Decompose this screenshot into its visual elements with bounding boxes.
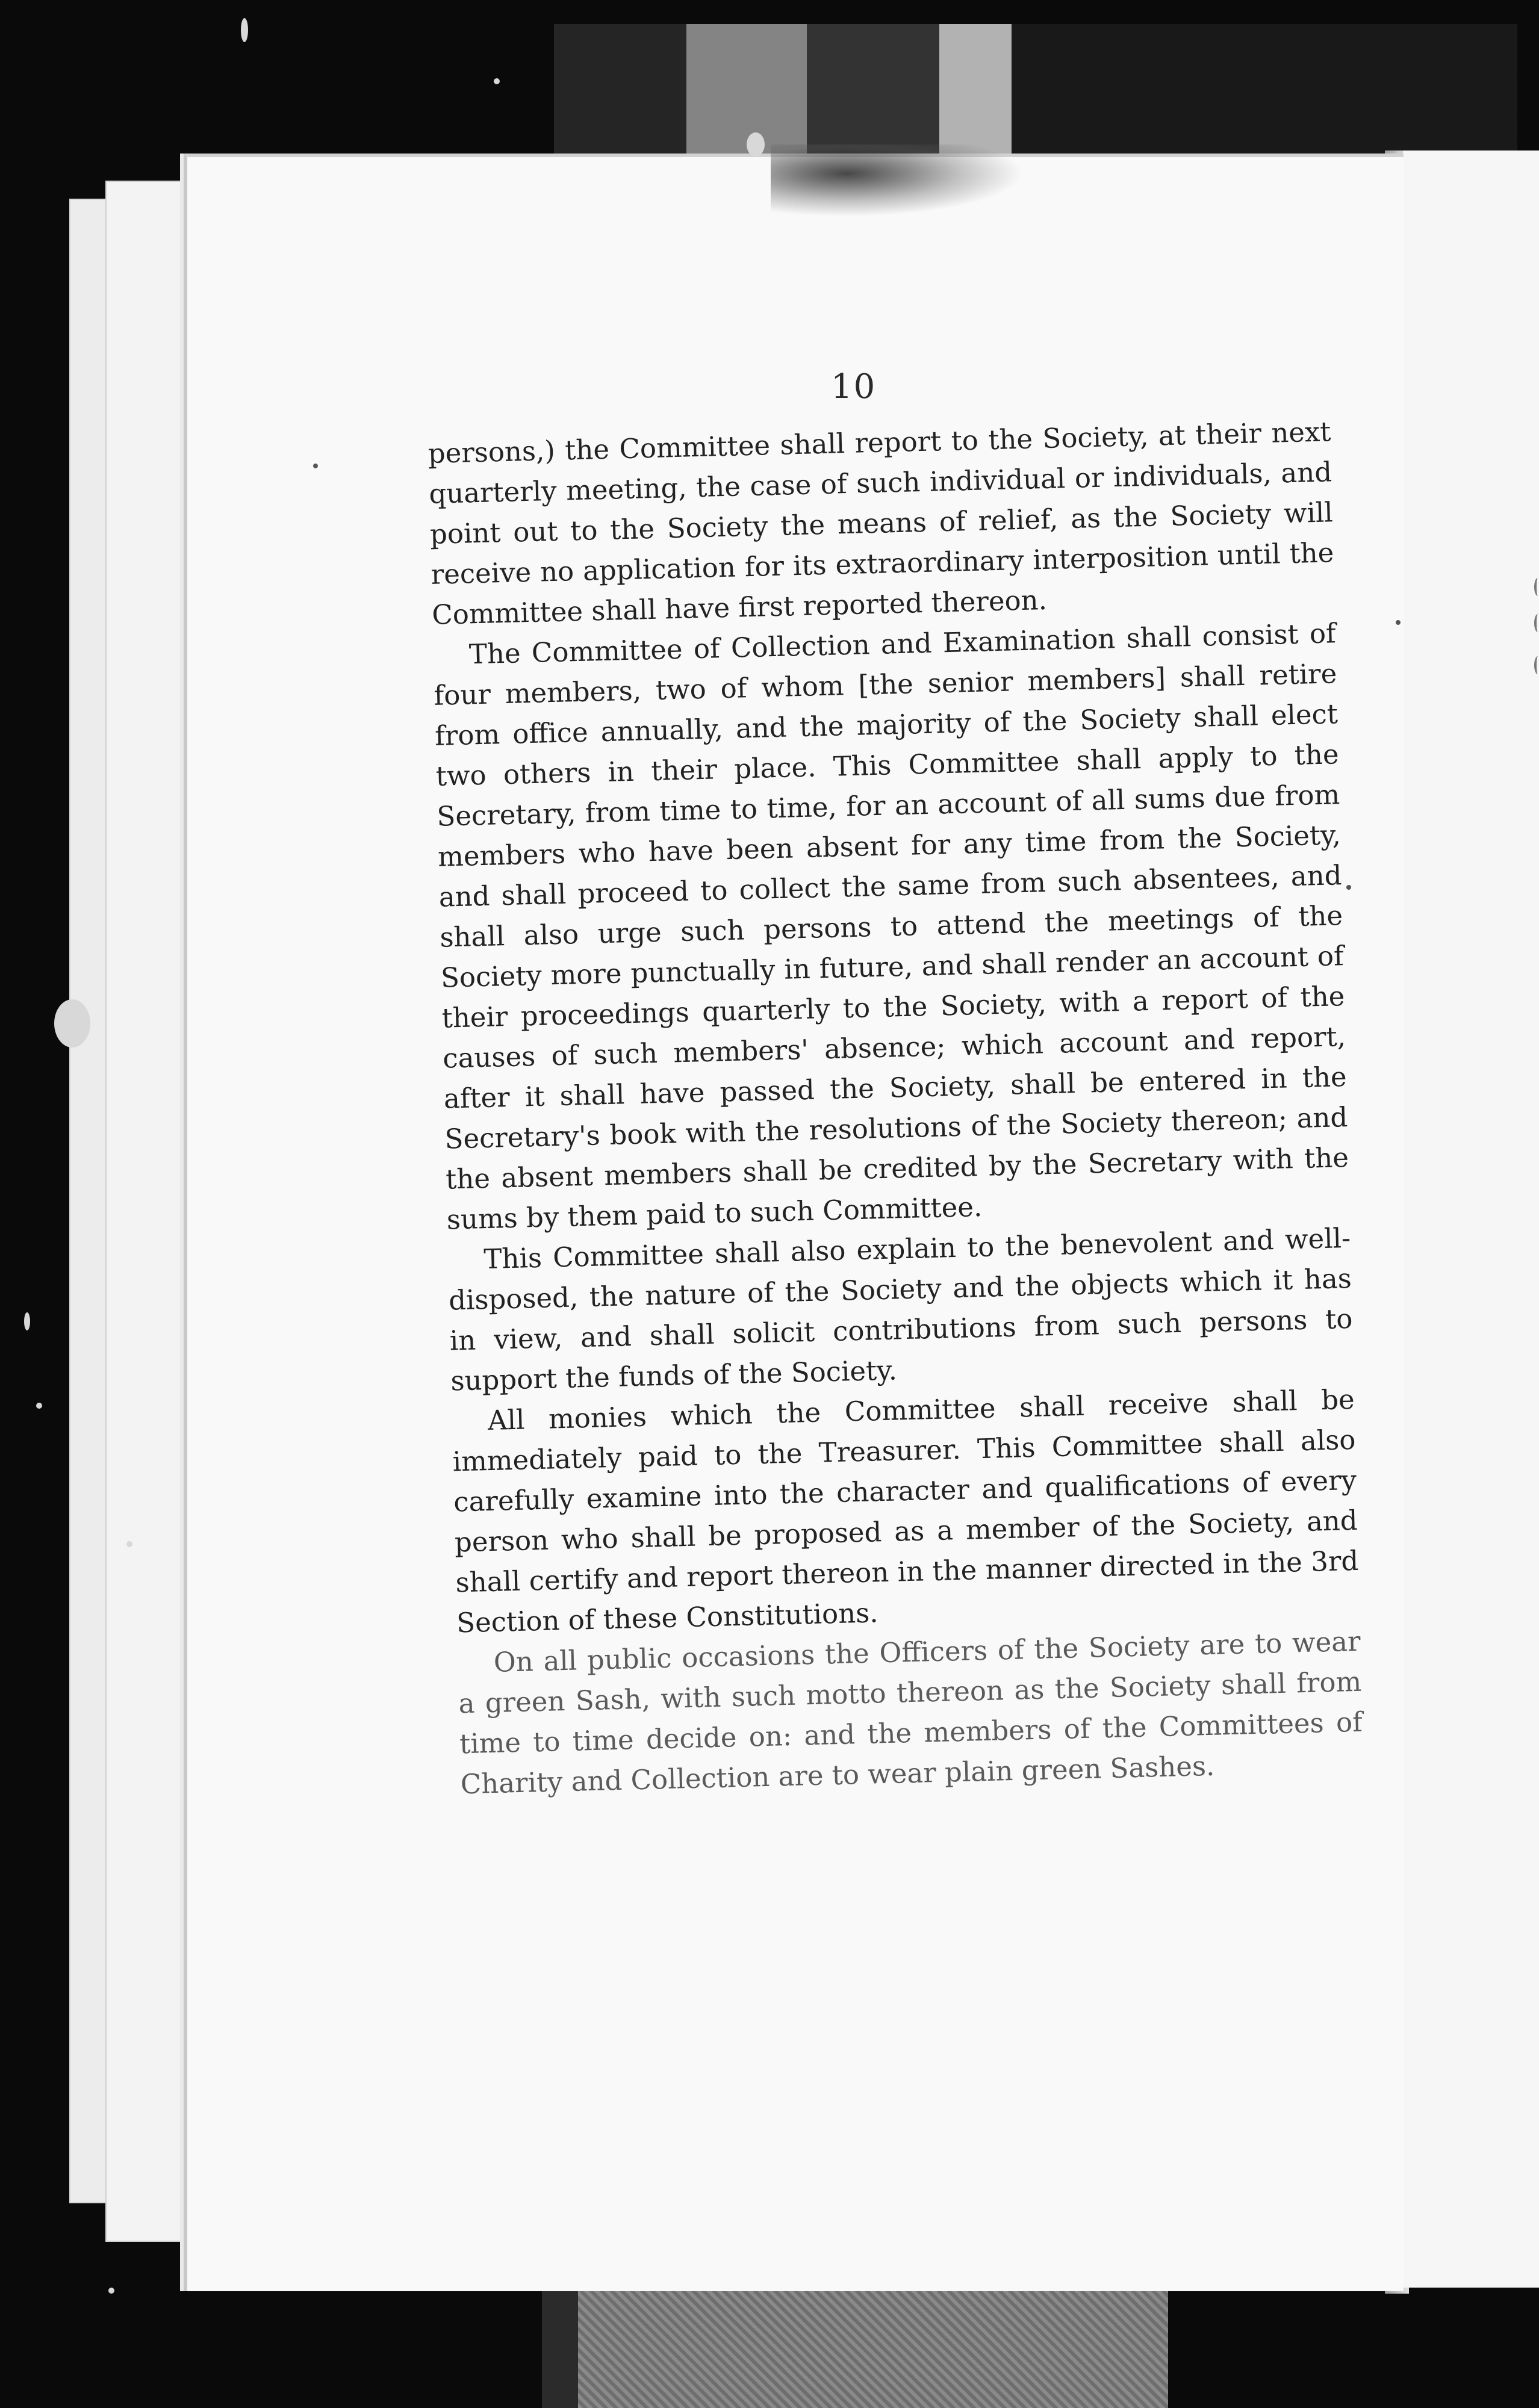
margin-dot	[1396, 620, 1401, 625]
scan-speck	[54, 999, 90, 1047]
scan-speck	[108, 2288, 114, 2294]
scan-speck	[24, 1312, 30, 1330]
page-number: 10	[831, 367, 877, 406]
scan-speck	[494, 78, 500, 84]
paragraph: persons,) the Committee shall report to the Society, at their next quarterly meeting, the case of such individual or individuals, and point out to the Society the means of relief, as the Society will receive no application for its extraordinary interposition until the Committee shall have first reported thereon.	[428, 415, 1334, 631]
margin-dot	[313, 464, 318, 468]
margin-dot	[1346, 885, 1351, 890]
scan-speck	[747, 132, 765, 157]
scan-speck	[241, 18, 248, 42]
facing-page-mark	[1534, 656, 1539, 674]
page-smudge	[771, 144, 1024, 217]
facing-page-mark	[1534, 578, 1539, 596]
paragraph: This Committee shall also explain to the benevolent and well-disposed, the nature of the Society and the objects which it has in view, and shall solicit contributions from such persons to support the funds of the Society.	[448, 1221, 1354, 1397]
scan-speck	[36, 1403, 42, 1409]
facing-page	[1397, 150, 1539, 2288]
paragraph: On all public occasions the Officers of the Society are to wear a green Sash, with such motto thereon as the Society shall from time to time decide on: and the members of the Committees of Charity and Collection are to wear plain green Sashes.	[458, 1625, 1363, 1801]
page-body-text	[428, 411, 1364, 1804]
facing-page-mark	[1534, 614, 1539, 632]
scan-speck	[126, 1541, 132, 1547]
paragraph: All monies which the Committee shall receive shall be immediately paid to the Treasurer. This Committee shall also carefully examine into the character and qualifications of every person who shall be proposed as a member of the Society, and shall certify and report thereon in the manner directed in the 3rd Section of these Constitutions.	[452, 1383, 1359, 1639]
paragraph: The Committee of Collection and Examination shall consist of four members, two of whom [the senior members] shall retire from office annually, and the majority of the Society shall elect two others in their place. This Committee shall apply to the Secretary, from time to time, for an account of all sums due from members who have been absent for any time from the Society, and shall proceed to collect the same from such absentees, and shall also urge such persons to attend the meetings of the Society more punctually in future, and shall render an account of their proceedings quarterly to the Society, with a report of the causes of such members' absence; which account and report, after it shall have passed the Society, shall be entered in the Secretary's book with the resolutions of the Society thereon; and the absent members shall be credited by the Secretary with the sums by them paid to such Committee.	[433, 617, 1349, 1236]
